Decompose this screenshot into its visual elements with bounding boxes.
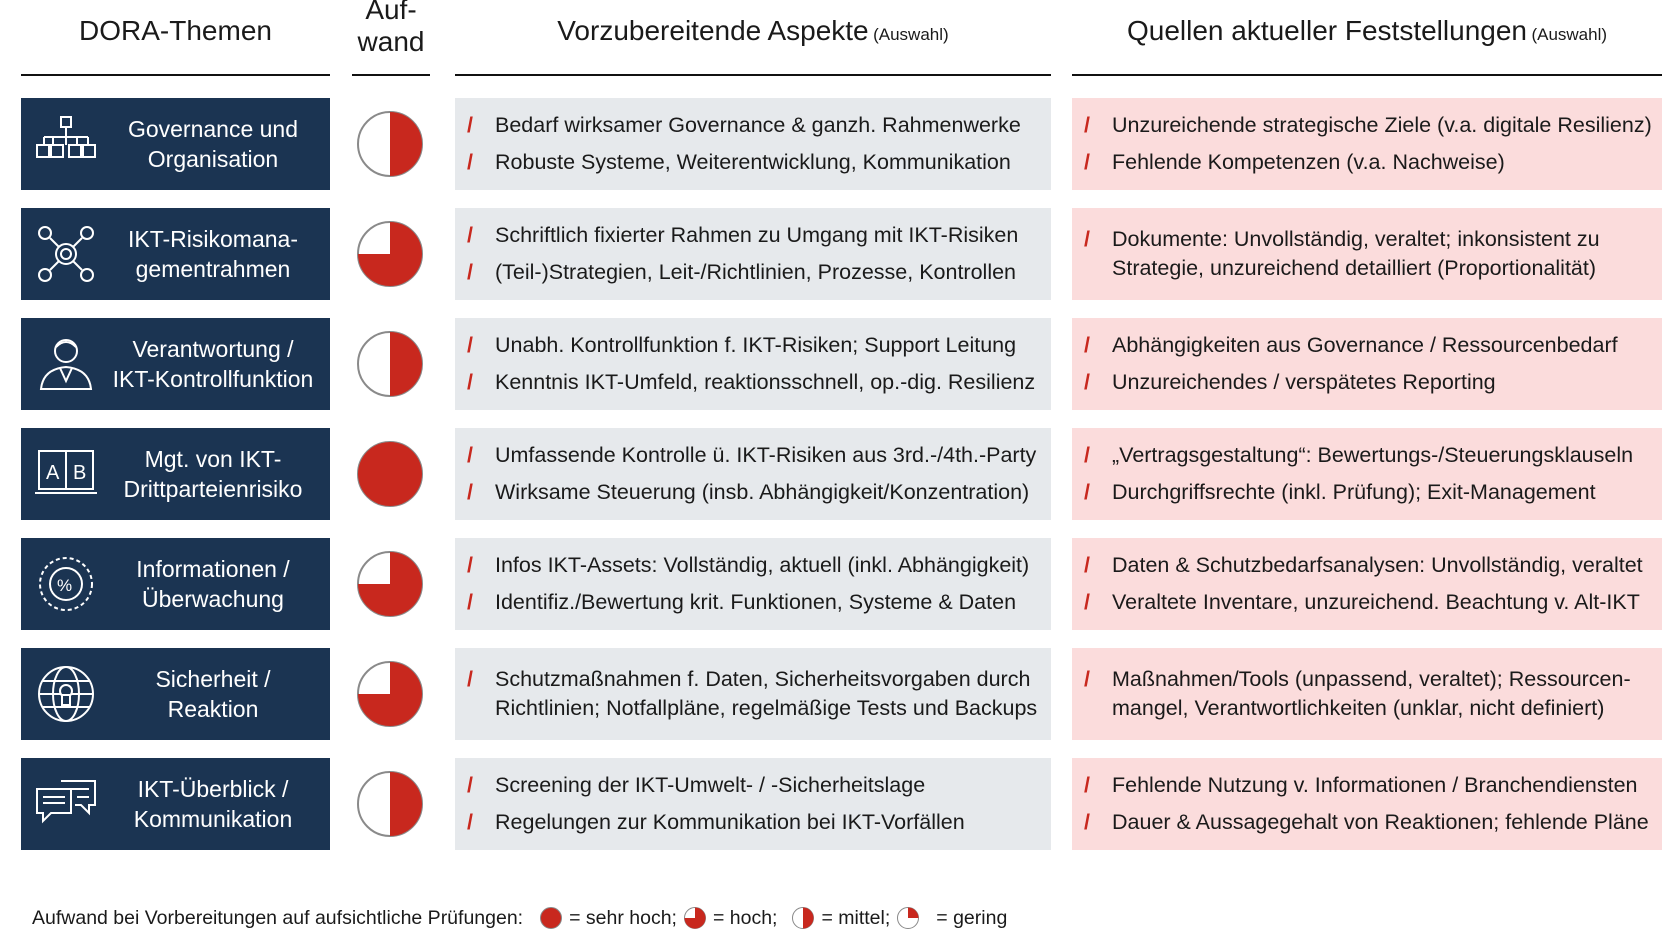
globe-lock-icon	[33, 661, 99, 727]
source-item	[1084, 331, 1656, 360]
legend-medium: = mittel;	[821, 906, 891, 929]
slash-bullet-icon: /	[1084, 333, 1090, 357]
topic-cell	[21, 648, 330, 740]
slash-bullet-icon: /	[1084, 227, 1090, 251]
sources-cell	[1072, 98, 1662, 190]
source-item	[1084, 441, 1656, 470]
aspects-cell	[455, 428, 1051, 520]
topic-label: Mgt. von IKT- Drittparteienrisiko	[123, 446, 303, 502]
aspect-item	[467, 111, 1045, 140]
header-divider	[1072, 74, 1662, 76]
chat-bubbles-icon	[33, 771, 99, 837]
aspect-item	[467, 478, 1045, 507]
header-aspects-note: (Auswahl)	[873, 25, 949, 44]
percent-gauge-icon	[33, 551, 99, 617]
slash-bullet-icon: /	[467, 443, 473, 467]
sources-cell	[1072, 758, 1662, 850]
header-sources	[1072, 0, 1662, 76]
topic-row	[0, 98, 1671, 190]
slash-bullet-icon: /	[467, 113, 473, 137]
topic-label: IKT-Überblick / Kommunikation	[133, 776, 293, 832]
source-text: Fehlende Kompetenzen (v.a. Nachweise)	[1112, 150, 1505, 174]
aspects-cell	[455, 318, 1051, 410]
aspect-text: Wirksame Steuerung (insb. Abhängigkeit/Konzentration)	[495, 480, 1030, 504]
effort-indicator	[354, 438, 426, 510]
effort-very-high-icon	[539, 906, 563, 930]
topic-row	[0, 318, 1671, 410]
risk-network-icon	[33, 221, 99, 287]
sources-cell	[1072, 648, 1662, 740]
topic-cell	[21, 208, 330, 300]
topic-cell	[21, 428, 330, 520]
slash-bullet-icon: /	[467, 667, 473, 691]
slash-bullet-icon: /	[1084, 370, 1090, 394]
aspect-text: (Teil-)Strategien, Leit-/Richtlinien, Prozesse, Kontrollen	[495, 260, 1017, 284]
topic-cell	[21, 758, 330, 850]
header-effort-line2: wand	[357, 26, 425, 57]
effort-indicator	[354, 658, 426, 730]
slash-bullet-icon: /	[467, 223, 473, 247]
effort-indicator	[354, 328, 426, 400]
topic-row	[0, 648, 1671, 740]
sources-cell	[1072, 318, 1662, 410]
slash-bullet-icon: /	[1084, 590, 1090, 614]
topic-cell	[21, 318, 330, 410]
aspects-cell	[455, 98, 1051, 190]
source-item	[1084, 148, 1656, 177]
slash-bullet-icon: /	[1084, 113, 1090, 137]
source-item	[1084, 588, 1656, 617]
effort-high-icon	[683, 906, 707, 930]
source-item	[1084, 225, 1656, 283]
aspects-cell	[455, 648, 1051, 740]
slash-bullet-icon: /	[467, 773, 473, 797]
aspect-item	[467, 221, 1045, 250]
ab-compare-icon	[33, 441, 99, 507]
aspect-item	[467, 148, 1045, 177]
aspects-cell	[455, 208, 1051, 300]
slash-bullet-icon: /	[467, 150, 473, 174]
svg-text:A: A	[46, 462, 60, 484]
slash-bullet-icon: /	[1084, 150, 1090, 174]
topic-label: Governance und Organisation	[127, 116, 299, 172]
slash-bullet-icon: /	[467, 480, 473, 504]
topic-label: Verantwortung / IKT-Kontrollfunktion	[112, 336, 314, 392]
effort-indicator	[354, 548, 426, 620]
source-text: Durchgriffsrechte (inkl. Prüfung); Exit-Management	[1112, 480, 1596, 504]
header-topics	[21, 0, 330, 76]
slash-bullet-icon: /	[467, 810, 473, 834]
legend-low: = gering	[936, 906, 1008, 929]
source-item	[1084, 368, 1656, 397]
aspect-item	[467, 551, 1045, 580]
slash-bullet-icon: /	[1084, 773, 1090, 797]
aspect-item	[467, 368, 1045, 397]
topic-cell	[21, 98, 330, 190]
topic-label: IKT-Risikomana- gementrahmen	[128, 226, 298, 282]
aspects-cell	[455, 758, 1051, 850]
aspect-text: Schutzmaßnahmen f. Daten, Sicherheitsvorgaben durch Richtlinien; Notfallpläne, regelmäßige Tests und Backups	[495, 667, 1038, 720]
aspect-text: Screening der IKT-Umwelt- / -Sicherheitslage	[495, 773, 926, 797]
source-text: Abhängigkeiten aus Governance / Ressourcenbedarf	[1112, 333, 1618, 357]
header-sources-label: Quellen aktueller Feststellungen	[1126, 15, 1527, 46]
aspect-text: Regelungen zur Kommunikation bei IKT-Vorfällen	[495, 810, 965, 834]
source-item	[1084, 771, 1656, 800]
aspect-text: Identifiz./Bewertung krit. Funktionen, Systeme & Daten	[495, 590, 1017, 614]
source-text: Dokumente: Unvollständig, veraltet; inkonsistent zu Strategie, unzureichend detailliert (Proportionalität)	[1112, 227, 1600, 280]
effort-low-icon	[896, 906, 920, 930]
header-divider	[455, 74, 1051, 76]
effort-medium-icon	[791, 906, 815, 930]
sources-cell	[1072, 538, 1662, 630]
source-text: Unzureichende strategische Ziele (v.a. digitale Resilienz)	[1112, 113, 1652, 137]
topic-row	[0, 428, 1671, 520]
header-effort-line1: Auf-	[365, 0, 417, 25]
slash-bullet-icon: /	[1084, 443, 1090, 467]
sources-cell	[1072, 428, 1662, 520]
slash-bullet-icon: /	[467, 260, 473, 284]
legend-very-high: = sehr hoch;	[569, 906, 677, 929]
aspect-text: Infos IKT-Assets: Vollständig, aktuell (inkl. Abhängigkeit)	[495, 553, 1030, 577]
slash-bullet-icon: /	[467, 333, 473, 357]
aspect-text: Umfassende Kontrolle ü. IKT-Risiken aus 3rd.-/4th.-Party	[495, 443, 1037, 467]
source-text: „Vertragsgestaltung“: Bewertungs-/Steuerungsklauseln	[1112, 443, 1634, 467]
legend-high: = hoch;	[712, 906, 778, 929]
aspects-cell	[455, 538, 1051, 630]
slash-bullet-icon: /	[1084, 667, 1090, 691]
org-chart-icon	[33, 111, 99, 177]
topic-row	[0, 758, 1671, 850]
effort-legend	[32, 903, 1007, 933]
slash-bullet-icon: /	[1084, 810, 1090, 834]
topic-row	[0, 208, 1671, 300]
slash-bullet-icon: /	[1084, 553, 1090, 577]
effort-indicator	[354, 218, 426, 290]
source-item	[1084, 111, 1656, 140]
source-item	[1084, 551, 1656, 580]
slash-bullet-icon: /	[1084, 480, 1090, 504]
source-item	[1084, 478, 1656, 507]
source-text: Fehlende Nutzung v. Informationen / Branchendiensten	[1112, 773, 1638, 797]
header-effort	[352, 0, 430, 76]
aspect-item	[467, 441, 1045, 470]
header-divider	[21, 74, 330, 76]
topic-cell	[21, 538, 330, 630]
aspect-item	[467, 665, 1045, 723]
header-divider	[352, 74, 430, 76]
topic-label: Informationen / Überwachung	[136, 556, 290, 612]
source-text: Maßnahmen/Tools (unpassend, veraltet); Ressourcen- mangel, Verantwortlichkeiten (unklar, nicht definiert)	[1112, 667, 1631, 720]
source-text: Veraltete Inventare, unzureichend. Beachtung v. Alt-IKT	[1112, 590, 1640, 614]
source-text: Unzureichendes / verspätetes Reporting	[1112, 370, 1496, 394]
aspect-text: Robuste Systeme, Weiterentwicklung, Kommunikation	[495, 150, 1011, 174]
aspect-item	[467, 771, 1045, 800]
effort-indicator	[354, 108, 426, 180]
svg-text:%: %	[57, 576, 73, 595]
sources-cell	[1072, 208, 1662, 300]
aspect-text: Schriftlich fixierter Rahmen zu Umgang mit IKT-Risiken	[495, 223, 1019, 247]
header-topics-label: DORA-Themen	[79, 15, 272, 46]
source-text: Daten & Schutzbedarfsanalysen: Unvollständig, veraltet	[1112, 553, 1643, 577]
source-item	[1084, 665, 1656, 723]
slash-bullet-icon: /	[467, 590, 473, 614]
header-sources-note: (Auswahl)	[1531, 25, 1608, 44]
aspect-item	[467, 258, 1045, 287]
topic-label: Sicherheit / Reaktion	[155, 666, 271, 722]
slash-bullet-icon: /	[467, 553, 473, 577]
aspect-item	[467, 808, 1045, 837]
aspect-item	[467, 588, 1045, 617]
source-item	[1084, 808, 1656, 837]
aspect-text: Kenntnis IKT-Umfeld, reaktionsschnell, op.-dig. Resilienz	[495, 370, 1036, 394]
header-aspects-label: Vorzubereitende Aspekte	[557, 15, 869, 46]
legend-intro: Aufwand bei Vorbereitungen auf aufsichtliche Prüfungen:	[32, 906, 524, 929]
aspect-text: Unabh. Kontrollfunktion f. IKT-Risiken; Support Leitung	[495, 333, 1017, 357]
slash-bullet-icon: /	[467, 370, 473, 394]
effort-indicator	[354, 768, 426, 840]
svg-text:B: B	[73, 462, 87, 484]
source-text: Dauer & Aussagegehalt von Reaktionen; fehlende Pläne	[1112, 810, 1649, 834]
aspect-text: Bedarf wirksamer Governance & ganzh. Rahmenwerke	[495, 113, 1021, 137]
topic-row	[0, 538, 1671, 630]
aspect-item	[467, 331, 1045, 360]
header-aspects	[455, 0, 1051, 76]
person-icon	[33, 331, 99, 397]
